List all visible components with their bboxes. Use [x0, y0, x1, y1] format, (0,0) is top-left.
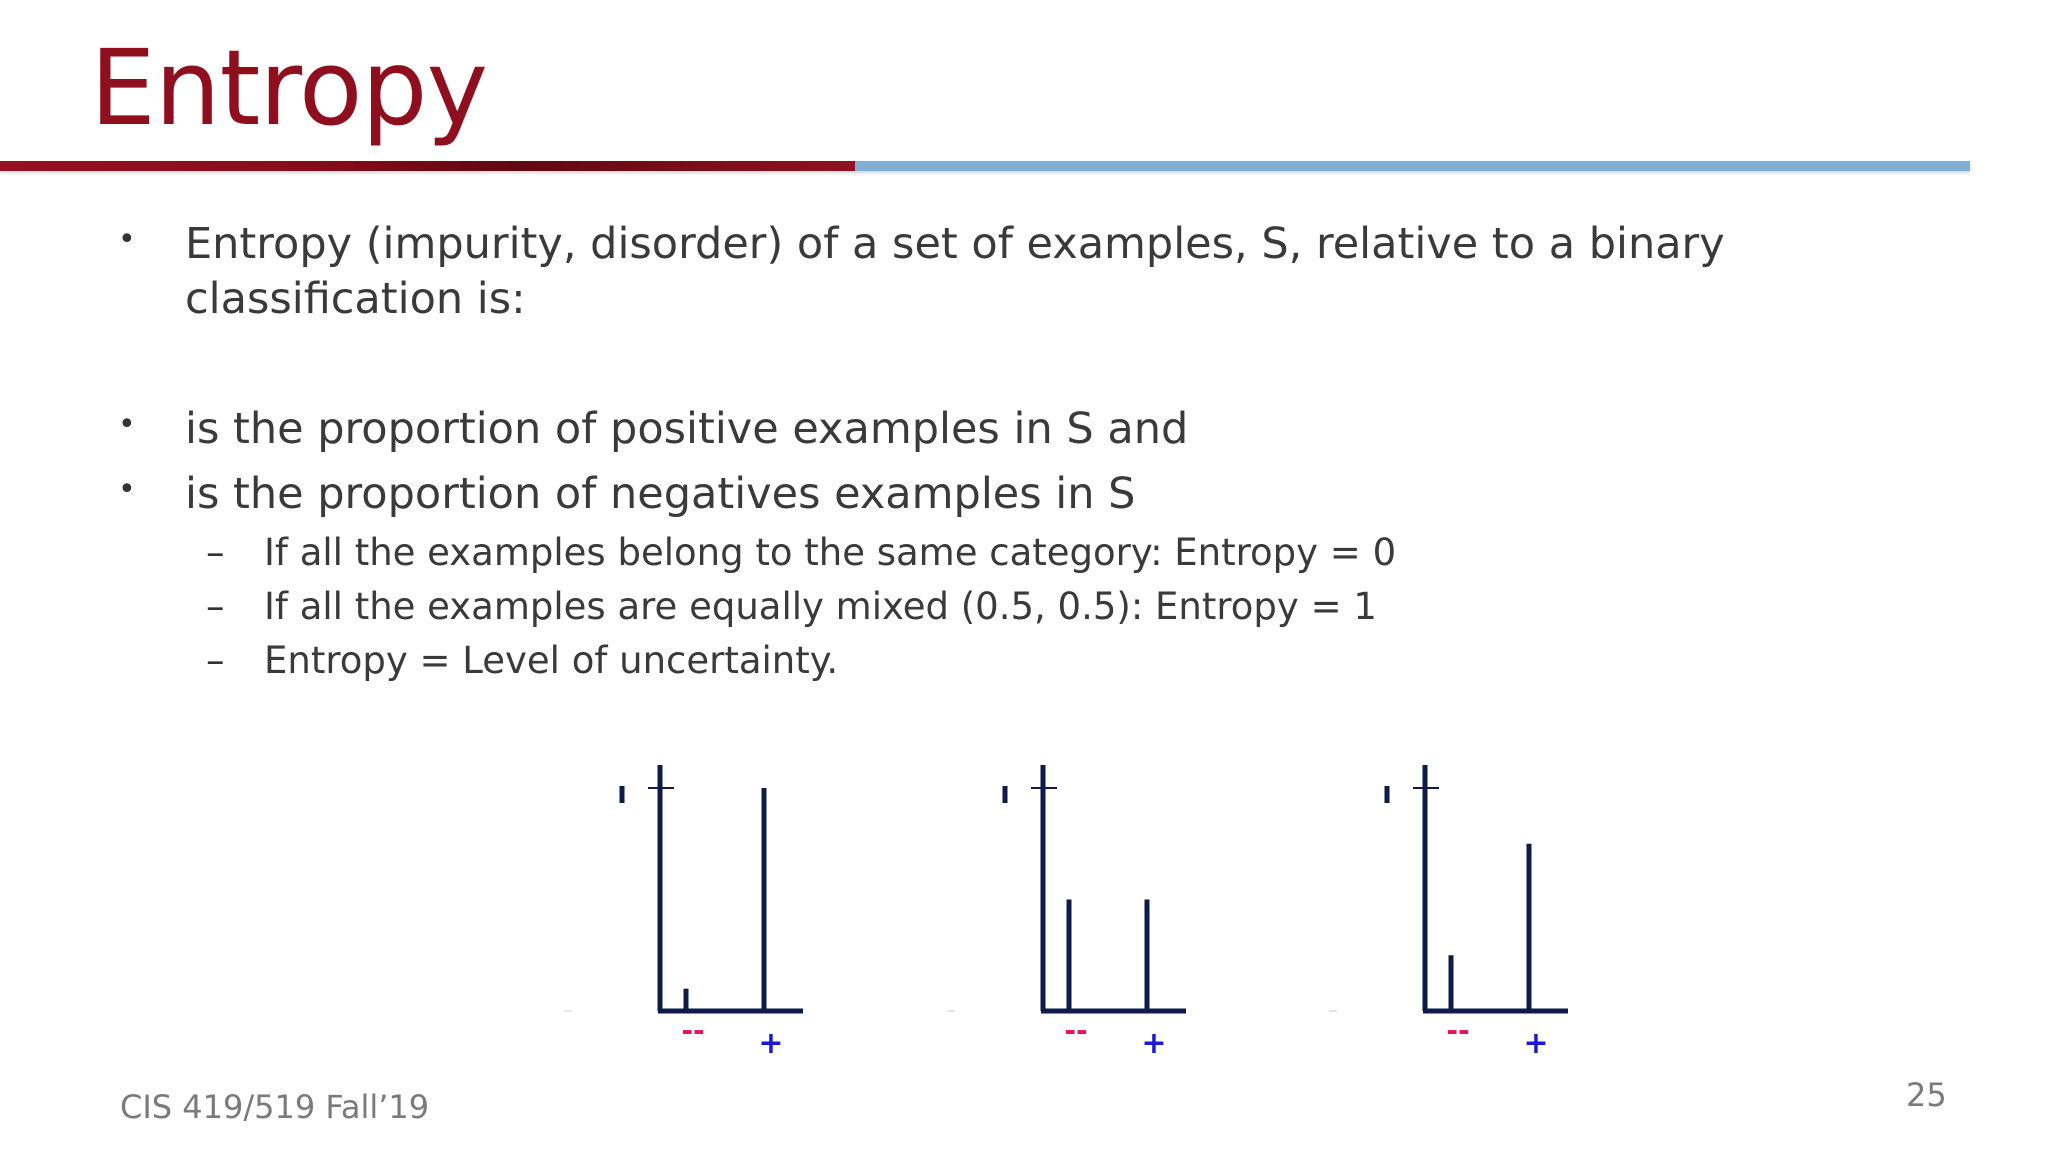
chart-2-label-negative: -- [1064, 1014, 1088, 1047]
chart-2-label-positive: + [1141, 1026, 1167, 1061]
bullet-3: is the proportion of negatives examples in S [185, 469, 1136, 519]
page-number: 25 [1906, 1076, 1947, 1114]
sub-bullet-2: If all the examples are equally mixed (0.5, 0.5): Entropy = 1 [264, 585, 1377, 628]
chart-1-label-negative: -- [681, 1014, 705, 1047]
bullet-marker: • [118, 222, 136, 257]
bullet-1-line-2: classification is: [185, 274, 526, 324]
bullet-marker: • [118, 407, 136, 442]
course-footer: CIS 419/519 Fall’19 [120, 1088, 430, 1126]
chart-3-label-negative: -- [1446, 1014, 1470, 1047]
sub-bullet-marker: – [206, 585, 225, 628]
sub-bullet-3: Entropy = Level of uncertainty. [264, 639, 839, 682]
bullet-1-line-1: Entropy (impurity, disorder) of a set of examples, S, relative to a binary [185, 219, 1725, 269]
slide-title: Entropy [90, 27, 488, 149]
bullet-marker: • [118, 472, 136, 507]
sub-bullet-1: If all the examples belong to the same category: Entropy = 0 [264, 531, 1397, 574]
sub-bullet-marker: – [206, 531, 225, 574]
chart-1-label-positive: + [758, 1026, 784, 1061]
chart-3-label-positive: + [1523, 1026, 1549, 1061]
bullet-2: is the proportion of positive examples in S and [185, 404, 1189, 454]
sub-bullet-marker: – [206, 639, 225, 682]
